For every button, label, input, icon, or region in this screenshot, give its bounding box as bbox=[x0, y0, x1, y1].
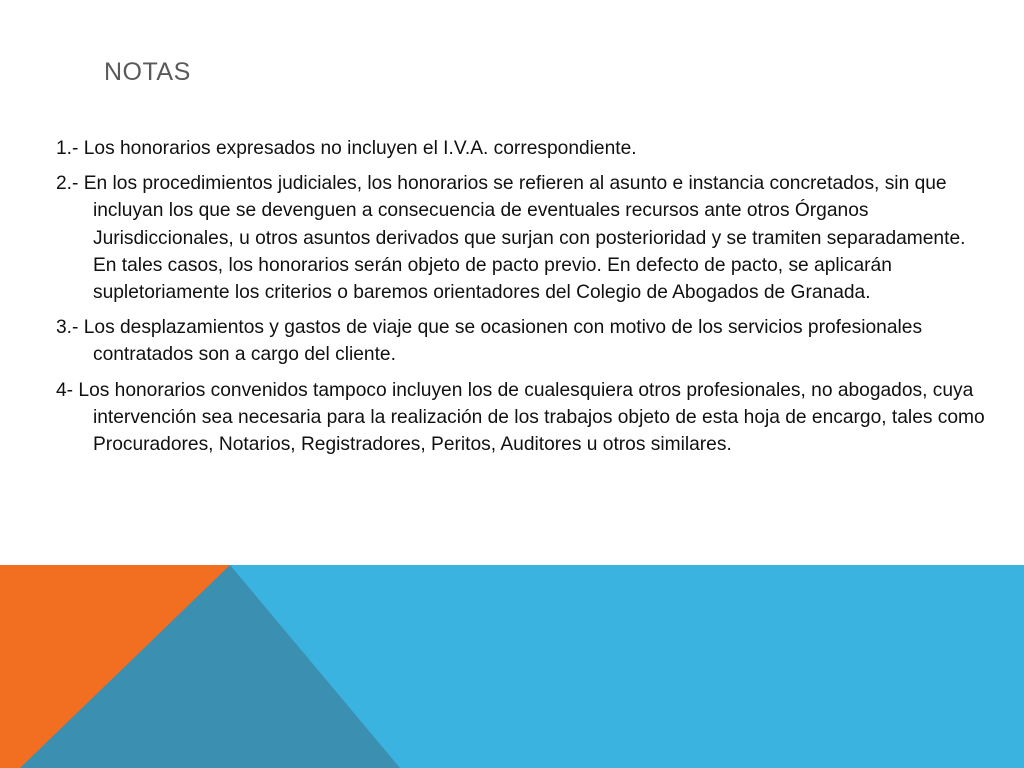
note-item-3: 3.- Los desplazamientos y gastos de viaje que se ocasionen con motivo de los servicios profesionales contratados son a cargo del cliente. bbox=[56, 317, 923, 366]
decorative-footer-shapes bbox=[0, 565, 1024, 768]
note-item-4: 4- Los honorarios convenidos tampoco incluyen los de cualesquiera otros profesionales, no abogados, cuya intervención sea necesaria para la realización de los trabajos objeto de esta hoja de encargo, tales como Procuradores, Notarios, Registradores, Peritos, Auditores u otros similares. bbox=[56, 379, 985, 456]
slide-title: NOTAS bbox=[104, 58, 191, 86]
note-item-2: 2.- En los procedimientos judiciales, los honorarios se refieren al asunto e instancia concretados, sin que incluyan los que se devenguen a consecuencia de eventuales recursos ante otros Órganos Jurisdiccionales, u otros asuntos derivados que surjan con posterioridad y se tramiten separadamente. En tales casos, los honorarios serán objeto de pacto previo. En defecto de pacto, se aplicarán supletoriamente los criterios o baremos orientadores del Colegio de Abogados de Granada. bbox=[56, 173, 966, 304]
note-item-1: 1.- Los honorarios expresados no incluyen el I.V.A. correspondiente. bbox=[56, 138, 637, 159]
notes-list bbox=[56, 135, 986, 466]
